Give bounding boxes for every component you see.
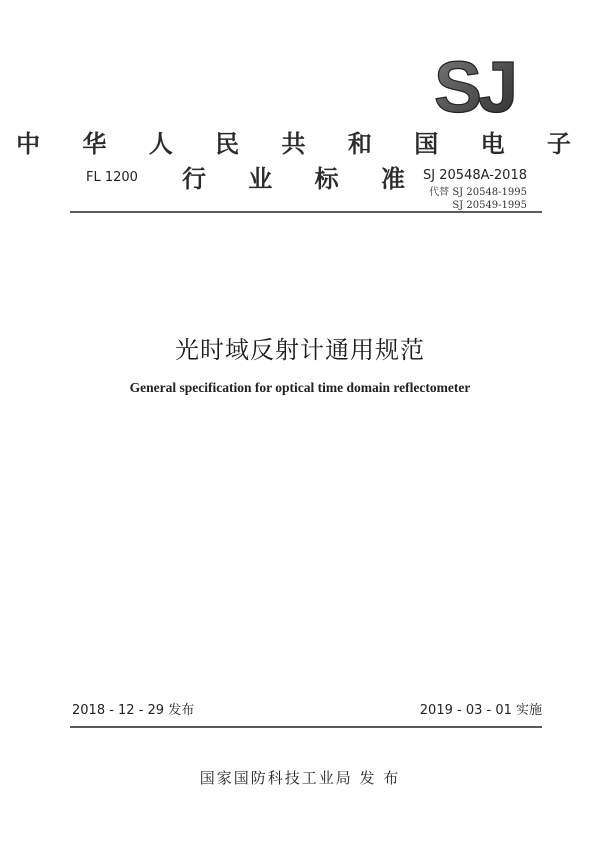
issue-date: 2018 - 12 - 29 发布 xyxy=(72,703,195,718)
sj-logo xyxy=(424,52,524,122)
standard-number: SJ 20548A-2018 xyxy=(423,168,527,183)
standard-category-title: 中 华 人 民 共 和 国 电 子 行 业 标 准 xyxy=(16,130,588,193)
document-title-en: General specification for optical time domain reflectometer xyxy=(129,380,471,395)
header-divider xyxy=(70,211,542,213)
publisher: 国家国防科技工业局 发 布 xyxy=(199,769,401,787)
replaced-standard: SJ 20548-1995 xyxy=(452,187,527,198)
classification-code: FL 1200 xyxy=(86,170,138,185)
sj-logo-text: SJ xyxy=(433,52,515,122)
replaces-row-1 xyxy=(429,186,527,199)
document-title-zh: 光时域反射计通用规范 xyxy=(175,336,425,364)
sj-logo-graphic xyxy=(424,52,524,122)
replaces-label: 代替 xyxy=(429,187,450,198)
implementation-date: 2019 - 03 - 01 实施 xyxy=(419,703,542,718)
footer-divider xyxy=(70,726,542,728)
replaces-block xyxy=(429,186,527,212)
replaced-standard: SJ 20549-1995 xyxy=(452,200,527,211)
